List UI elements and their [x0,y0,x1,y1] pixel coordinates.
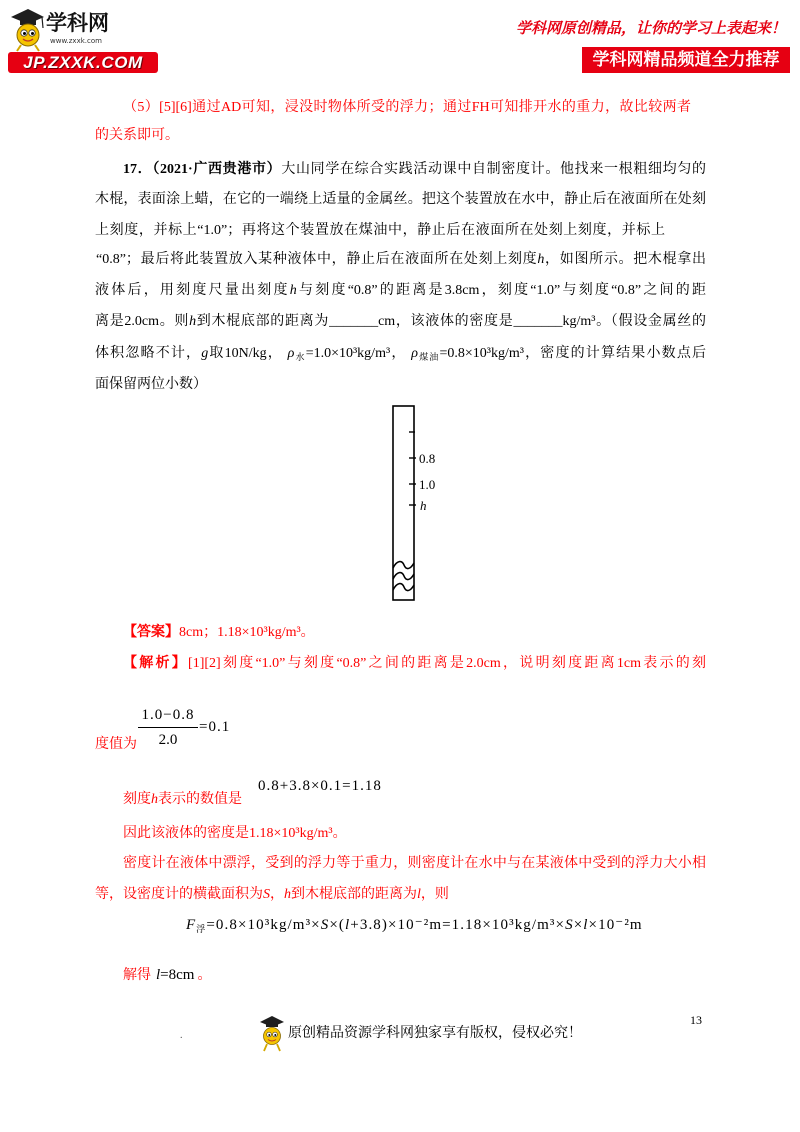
subscript-buoyancy: 浮 [196,924,207,934]
variable-h: h [289,283,297,298]
tick-label-1-0: 1.0 [419,477,436,492]
fraction-numerator: 1.0−0.8 [141,707,195,723]
analysis-text: 表示的数值是 [158,792,242,807]
question-text: 面保留两位小数） [95,377,207,392]
question-text: 上刻度，并标上“1.0”；再将这个装置放在煤油中，静止后在液面所在处刻上刻度，并标上 [95,223,665,238]
analysis-line [123,825,347,843]
question-line [95,376,207,394]
subscript-kerosene: 煤油 [417,352,440,362]
prev-solution-text: （5）[5][6]通过AD可知，浸没时物体所受的浮力；通过FH可知排开水的重力，故比较两者 [123,100,691,115]
mascot-left-pupil [23,32,26,35]
mascot-left-pupil [268,1034,270,1036]
metal-wire-coil [393,562,414,569]
analysis-text: ， [270,887,284,902]
variable-s: S [565,917,574,933]
buoyancy-equation [186,915,643,939]
analysis-text: 度值为 [95,737,137,752]
cap-band [266,1023,278,1027]
fraction-denominator: 2.0 [158,732,178,748]
solve-line [123,965,211,985]
footer-dot: . [180,1030,183,1041]
prev-solution-line [123,99,691,117]
analysis-text: 刻度 [123,792,151,807]
equation-part: ×10⁻²m [588,917,643,933]
question-text: 体积忽略不计， [95,346,202,361]
answer-label: 【答案】 [123,625,179,640]
channel-banner: 学科网精品频道全力推荐 [582,47,790,73]
solve-text: 解得 [123,968,151,983]
variable-g: g [201,346,209,361]
mascot-footer-icon [258,1013,286,1053]
mascot-right-pupil [274,1034,276,1036]
question-text: ，如图所示。把木棍拿出 [544,252,706,267]
question-line [95,282,706,300]
variable-l: l [156,967,161,983]
fraction-result: =0.1 [199,719,231,735]
variable-s: S [263,887,270,902]
question-text: 取10N/kg， [208,346,288,361]
mascot-logo-icon [8,6,46,52]
analysis-line [123,655,706,673]
question-text: 到木棍底部的距离为 [196,314,330,329]
question-line [96,251,706,269]
variable-l: l [345,917,351,933]
answer-text: 8cm；1.18×10³kg/m³。 [179,625,315,640]
solve-text: 。 [197,968,212,983]
metal-wire-coil [393,573,414,580]
question-line [95,313,706,331]
wooden-stick-outline [393,406,414,600]
prev-solution-line [95,127,179,145]
answer-blank: _______ [513,314,563,329]
tick-label-0-8: 0.8 [419,451,436,466]
logo-banner: JP.ZXXK.COM [8,52,158,73]
mascot-legs [264,1044,280,1051]
variable-h: h [537,252,545,267]
question-text: 木棍，表面涂上蜡，在它的一端绕上适量的金属丝。把这个装置放在水中，静止后在液面所在处刻 [95,192,706,207]
equation-part: +3.8)×10⁻²m=1.18×10³kg/m³× [350,917,566,933]
header-slogan: 学科网原创精品，让你的学习上表起来！ [516,21,787,37]
analysis-line [95,886,449,904]
question-text: 离是2.0cm。则 [95,314,190,329]
analysis-text: 到木棍底部的距离为 [291,887,417,902]
variable-l: l [417,887,421,902]
analysis-label: 【解析】 [123,656,189,671]
variable-h: h [151,792,158,807]
symbol-rho: ρ [411,346,418,361]
subscript-water: 水 [294,352,306,362]
symbol-f: F [186,917,197,933]
question-line [95,345,706,366]
question-text: kg/m³。（假设金属丝的 [562,314,706,329]
cap-tassel [42,17,43,28]
analysis-text: 因此该液体的密度是1.18×10³kg/m³。 [123,826,347,841]
variable-l: l [583,917,589,933]
analysis-line [123,791,242,809]
logo-site-url: www.zxxk.com [50,37,102,45]
mascot-face [17,24,39,46]
variable-h: h [284,887,291,902]
metal-wire-coil [393,584,414,591]
analysis-text: 密度计在液体中漂浮，受到的浮力等于重力，则密度计在水中与在某液体中受到的浮力大小相 [123,856,706,871]
analysis-text: 等，设密度计的横截面积为 [95,887,263,902]
question-line [95,222,665,240]
copyright-notice: 原创精品资源学科网独家享有版权，侵权必究！ [288,1026,582,1041]
symbol-rho: ρ [287,346,295,361]
equation-part: =0.8×10³kg/m³× [206,917,321,933]
question-line [123,161,706,179]
fraction-bar [138,727,198,728]
question-line [95,191,706,209]
equation-part: ×( [329,917,345,933]
question-number-source: 17．（2021·广西贵港市） [123,162,282,177]
question-text: cm，该液体的密度是 [378,314,514,329]
answer-blank: _______ [329,314,379,329]
question-text: 大山同学在综合实践活动课中自制密度计。他找来一根粗细均匀的 [281,162,707,177]
analysis-text: [1][2]刻度“1.0”与刻度“0.8”之间的距离是2.0cm，说明刻度距离1cm表示的刻 [188,656,707,671]
solve-result: =8cm [160,967,195,983]
mascot-right-pupil [31,32,34,35]
reading-equation: 0.8+3.8×0.1=1.18 [258,778,382,794]
variable-s: S [320,917,330,933]
answer-line [123,624,315,642]
page-number: 13 [690,1013,702,1027]
analysis-line [95,736,137,754]
density-meter-figure [380,400,460,606]
mascot-face [264,1028,281,1045]
question-text: 与刻度“0.8”的距离是3.8cm，刻度“1.0”与刻度“0.8”之间的距 [296,283,707,298]
question-text: =0.8×10³kg/m³，密度的计算结果小数点后 [439,346,707,361]
tick-label-h: h [420,498,427,513]
equation-part: × [573,917,584,933]
scale-value-fraction [136,703,236,749]
question-text: =1.0×10³kg/m³， [305,346,412,361]
logo-title: 学科网 [46,11,109,35]
question-text: “0.8”；最后将此装置放入某种液体中，静止后在液面所在处刻上刻度 [96,252,538,267]
prev-solution-text: 的关系即可。 [95,128,179,143]
analysis-text: ，则 [420,887,449,902]
variable-h: h [189,314,197,329]
question-text: 液体后，用刻度尺量出刻度 [95,283,290,298]
analysis-line [123,855,706,873]
